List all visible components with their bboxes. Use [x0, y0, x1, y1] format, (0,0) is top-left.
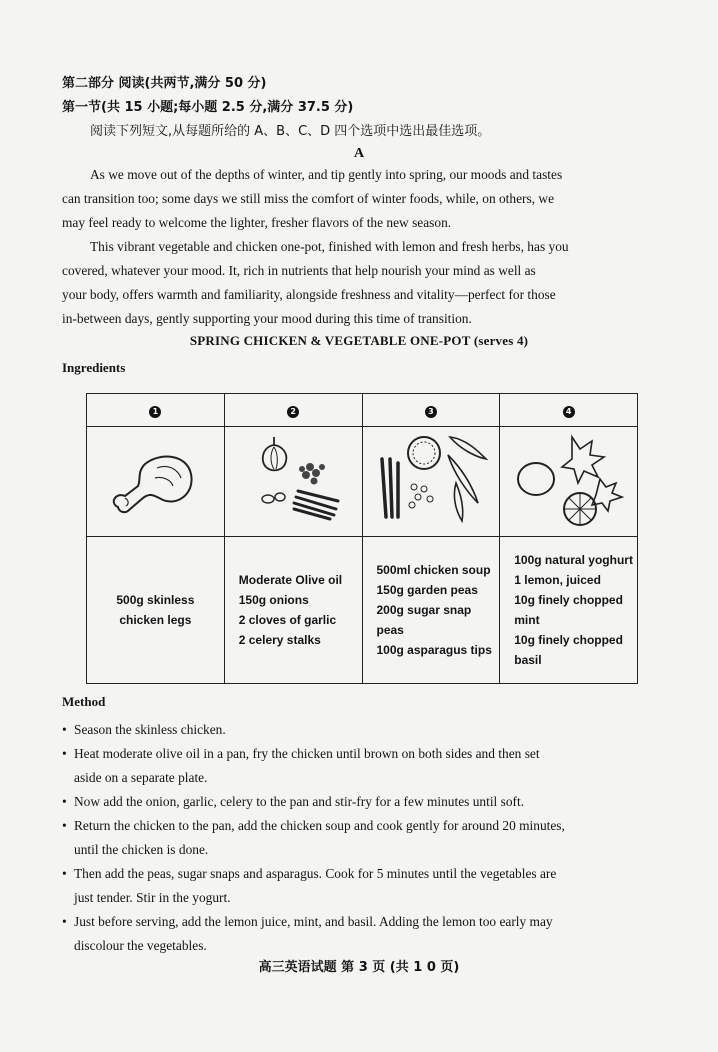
method-step: • Then add the peas, sugar snaps and asparagus. Cook for 5 minutes until the vegetables are just tender. Stir in the yogurt. [62, 862, 676, 910]
paragraph-line: As we move out of the depths of winter, and tip gently into spring, our moods and tastes [90, 167, 563, 182]
method-label: Method [62, 694, 106, 709]
ingredient-item: 100g natural yoghurt [514, 553, 633, 567]
ingredient-item: 200g sugar snap peas [376, 603, 472, 637]
ingredients-label: Ingredients [62, 360, 126, 375]
passage-letter: A [353, 146, 365, 161]
paragraph-line: may feel ready to welcome the lighter, fresher flavors of the new season. [62, 215, 452, 230]
lemon-herbs-icon [500, 427, 638, 537]
ingredient-item: 10g finely chopped basil [514, 633, 623, 667]
ingredient-item: 500g skinless [116, 593, 195, 607]
ingredient-column-3 [362, 537, 500, 684]
method-list [62, 718, 676, 958]
ingredient-item: chicken legs [119, 613, 192, 627]
ingredient-item: 500ml chicken soup [376, 563, 491, 577]
instruction-text: 阅读下列短文,从每题所给的 A、B、C、D 四个选项中选出最佳选项。 [90, 124, 491, 139]
section-heading: 第一节(共 15 小题;每小题 2.5 分,满分 37.5 分) [62, 100, 354, 115]
paragraph-line: in-between days, gently supporting your mood during this time of transition. [62, 311, 472, 326]
paragraph-line: can transition too; some days we still miss the comfort of winter foods, while, on others, we [62, 191, 555, 206]
ingredient-column-2 [224, 537, 362, 684]
paragraph-1 [62, 163, 704, 235]
ingredient-item: 100g asparagus tips [376, 643, 492, 657]
paragraph-2 [62, 235, 704, 331]
ingredients-table [86, 393, 638, 684]
recipe-title: SPRING CHICKEN & VEGETABLE ONE-POT (serves 4) [189, 333, 529, 348]
ingredient-item: 150g onions [238, 593, 309, 607]
ingredient-column-1 [87, 537, 225, 684]
method-step: • Now add the onion, garlic, celery to the pan and stir-fry for a few minutes until soft. [62, 790, 676, 814]
paragraph-line: covered, whatever your mood. It, rich in nutrients that help nourish your mind as well as [62, 263, 536, 278]
ingredient-item: 2 celery stalks [238, 633, 321, 647]
paragraph-line: your body, offers warmth and familiarity, alongside freshness and vitality—perfect for those [62, 287, 556, 302]
ingredient-item: 150g garden peas [376, 583, 478, 597]
ingredient-item: 1 lemon, juiced [514, 573, 601, 587]
column-number-3: 3 [362, 394, 500, 427]
chicken-leg-icon [87, 427, 225, 537]
method-step: • Heat moderate olive oil in a pan, fry the chicken until brown on both sides and then set aside on a separate plate. [62, 742, 676, 790]
column-number-4: 4 [500, 394, 638, 427]
paragraph-line: This vibrant vegetable and chicken one-pot, finished with lemon and fresh herbs, has you [90, 239, 569, 254]
ingredient-column-4 [500, 537, 638, 684]
part-heading: 第二部分 阅读(共两节,满分 50 分) [62, 76, 267, 91]
column-number-2: 2 [224, 394, 362, 427]
method-step: • Return the chicken to the pan, add the chicken soup and cook gently for around 20 minutes, until the chicken is done. [62, 814, 676, 862]
peas-asparagus-soup-icon [362, 427, 500, 537]
method-step: • Season the skinless chicken. [62, 718, 676, 742]
ingredient-item: 2 cloves of garlic [238, 613, 337, 627]
ingredient-item: 10g finely chopped mint [514, 593, 623, 627]
column-number-1: 1 [87, 394, 225, 427]
ingredient-item: Moderate Olive oil [238, 573, 343, 587]
method-step: • Just before serving, add the lemon juice, mint, and basil. Adding the lemon too early may discolour the vegetables. [62, 910, 676, 958]
onion-garlic-celery-icon [224, 427, 362, 537]
page-footer: 高三英语试题 第 3 页 (共 1 0 页) [258, 960, 460, 975]
